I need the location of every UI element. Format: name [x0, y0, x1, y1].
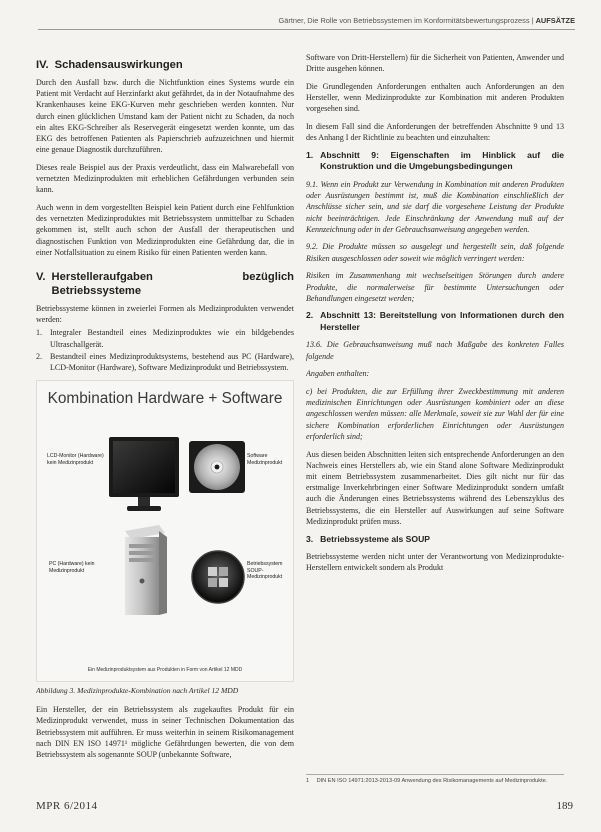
subheading-number: 3.	[306, 533, 314, 544]
left-column	[36, 58, 294, 780]
quote-paragraph: 9.1. Wenn ein Produkt zur Verwendung in Kombination mit anderen Produkten oder Ausrüstungen bestimmt ist, muß die Kombination einschließlich der Anschlüsse sicher sein, und sie darf die vorgesehene Leistung der Produkte nicht beeinträchtigen. Jede Einschränkung der Anwendung muß auf der Kennzeichnung oder in der Gebrauchsanweisung angegeben werden.	[306, 179, 564, 234]
list-item-text: Integraler Bestandteil eines Medizinproduktes wie ein bildgebendes Ultraschallgerät.	[50, 328, 294, 349]
label-software: Software Medizinprodukt	[247, 453, 283, 466]
list-item-number: 2.	[36, 351, 43, 361]
footnote	[306, 774, 564, 785]
disc-icon	[189, 441, 245, 493]
figure-caption: Abbildung 3. Medizinprodukte-Kombination nach Artikel 12 MDD	[36, 686, 239, 696]
footnote-text: DIN EN ISO 14971:2013-2013-09 Anwendung des Risikomanagements auf Medizinprodukte.	[316, 778, 548, 784]
page-number: 189	[556, 800, 573, 812]
subheading-number: 1.	[306, 149, 314, 160]
figure-illustration	[37, 381, 294, 683]
subheading-soup	[306, 534, 564, 546]
running-header	[38, 16, 575, 30]
label-monitor: LCD-Monitor (Hardware) kein Medizinprodukt	[47, 453, 104, 466]
figure-combination	[36, 380, 294, 682]
subheading-title: Abschnitt 13: Bereitstellung von Informationen durch den Hersteller	[320, 310, 564, 332]
section-number: V.	[36, 271, 46, 284]
paragraph: Software von Dritt-Herstellern) für die Sicherheit von Patienten, Anwender und Dritte ausgehen können.	[306, 53, 564, 74]
list-item	[36, 327, 294, 349]
figure-title: Kombination Hardware + Software	[47, 390, 283, 408]
list-item-number: 1.	[36, 328, 43, 338]
paragraph: Aus diesen beiden Abschnitten leiten sich entsprechende Anforderungen an den Nachweis eines Herstellers ab, wie ein Stand alone Software Medizinprodukt mit einem Betriebssystem zusammenarbeitet. Dies gilt nicht nur für das erstmalige Inverkehrbringen einer Software Medizinprodukt sondern umfaßt auch die Änderungen eines Betriebssystems während des Lebenszyklus des Betriebssystems, die ein Hersteller auf Auswirkungen auf seine Software Medizinprodukt prüfen muss.	[306, 449, 564, 526]
os-orb-icon	[192, 551, 244, 603]
paragraph: Ein Hersteller, der ein Betriebssystem als zugekauftes Produkt für ein Medizinprodukt verwendet, muss in seiner Technischen Dokumentation das Betriebssystem mit aufführen. Er muss weiterhin in seinem Risikomanagement nach DIN EN ISO 14971¹ mögliche Gefährdungen bewerten, die von dem Betriebssystem als sogenannte SOUP (unbekannte Software,	[36, 705, 294, 760]
numbered-list	[36, 327, 294, 373]
label-pc: PC (Hardware) kein Medizinprodukt	[49, 561, 95, 574]
journal-issue: MPR 6/2014	[36, 800, 98, 812]
quote-paragraph: 9.2. Die Produkte müssen so ausgelegt und hergestellt sein, daß folgende Risiken ausgeschlossen oder soweit wie möglich verringert werden:	[306, 242, 564, 263]
section-title: Herstelleraufgaben bezüglich Betriebssysteme	[51, 271, 294, 298]
section-number: IV.	[36, 59, 49, 71]
header-separator: |	[531, 16, 534, 25]
footnote-number: 1	[306, 778, 310, 784]
subheading-title: Abschnitt 9: Eigenschaften im Hinblick auf die Konstruktion und die Umgebungsbedingungen	[320, 149, 564, 172]
quote-paragraph: Angaben enthalten:	[306, 369, 370, 379]
paragraph: Betriebssysteme werden nicht unter der Verantwortung von Medizinprodukte-Herstellern entwickelt sondern als Produkt	[306, 552, 564, 573]
quote-paragraph: c) bei Produkten, die zur Erfüllung ihrer Zweckbestimmung mit anderen medizinischen Einrichtungen oder Ausrüstungen kombiniert oder an diese angeschlossen werden müssen: alle Merkmale, soweit sie zur Wahl der für eine sichere Kombination erforderlichen Einrichtungen oder Ausrüstungen erforderlich sind;	[306, 387, 564, 441]
paragraph: Die Grundlegenden Anforderungen enthalten auch Anforderungen an den Hersteller, wenn Medizinprodukte zur Kombination mit anderen Produkten vorgesehen sind.	[306, 81, 564, 114]
list-item-text: Bestandteil eines Medizinproduktsystems, bestehend aus PC (Hardware), LCD-Monitor (Hardware), Software Medizinprodukt und Betriebssystem.	[50, 351, 294, 373]
paragraph: Durch den Ausfall bzw. durch die Nichtfunktion eines Systems wurde ein Patient mit Verdacht auf Herzinfarkt akut gefährdet, da in der Notaufnahme des Krankenhauses keine EKG-Kurven mehr geschrieben werden konnten. Nur durch einen glücklichen Umstand kam der Patient nicht zu Schaden, da noch ein altes EKG-Schreiber als Reservegerät eingesetzt werden konnte, um das EKG des betroffenen Patienten als Papierschrieb aufzuzeichnen und hiermit eine genaue Diagnostik durchzuführen.	[36, 78, 294, 155]
subheading-title: Betriebssysteme als SOUP	[320, 533, 431, 544]
section-heading-iv	[36, 58, 294, 72]
paragraph: Auch wenn in dem vorgestellten Beispiel kein Patient durch eine Fehlfunktion des vernetzten Medizinproduktes mit Betriebssystem unmittelbar zu Schaden gekommen ist, stellt auch schon der Ausfall der therapeutischen und diagnostischen Funktion von Medizinprodukten eine Gefährdung dar, die in einer Notfallsituation zu einem Risiko für einen Patienten werden kann.	[36, 203, 294, 257]
right-column	[306, 52, 564, 792]
paragraph: Dieses reale Beispiel aus der Praxis verdeutlicht, dass ein Malwarebefall von vernetzten Medizinprodukten mit erheblichen Gefährdungen verbunden sein kann.	[36, 162, 294, 195]
list-item	[36, 351, 294, 373]
header-section: AUFSÄTZE	[535, 16, 575, 25]
subheading-abschnitt-9	[306, 150, 564, 173]
label-os: Betriebssystem SOUP-Medizinprodukt	[247, 561, 283, 581]
figure-source: Ein Medizinproduktsystem aus Produkten in Form von Artikel 12 MDD	[87, 667, 243, 674]
monitor-icon	[109, 437, 179, 511]
subheading-abschnitt-13	[306, 310, 564, 333]
section-title: Schadensauswirkungen	[54, 59, 183, 71]
running-title: Gärtner, Die Rolle von Betriebssystemen im Konformitätsbewertungsprozess	[278, 16, 530, 25]
section-heading-v	[36, 270, 294, 298]
paragraph: In diesem Fall sind die Anforderungen der betreffenden Abschnitte 9 und 13 des Anhang I der Richtlinie zu beachten und einzuhalten:	[306, 122, 564, 143]
quote-paragraph: Risiken im Zusammenhang mit wechselseitigen Störungen durch andere Produkte, die normalerweise für bestimmte Untersuchungen oder Behandlungen eingesetzt werden;	[306, 271, 564, 303]
pc-tower-icon	[125, 525, 167, 615]
quote-paragraph: 13.6. Die Gebrauchsanweisung muß nach Maßgabe des konkreten Falles folgende	[306, 340, 564, 361]
paragraph: Betriebssysteme können in zweierlei Formen als Medizinprodukten verwendet werden:	[36, 304, 294, 325]
subheading-number: 2.	[306, 310, 314, 321]
